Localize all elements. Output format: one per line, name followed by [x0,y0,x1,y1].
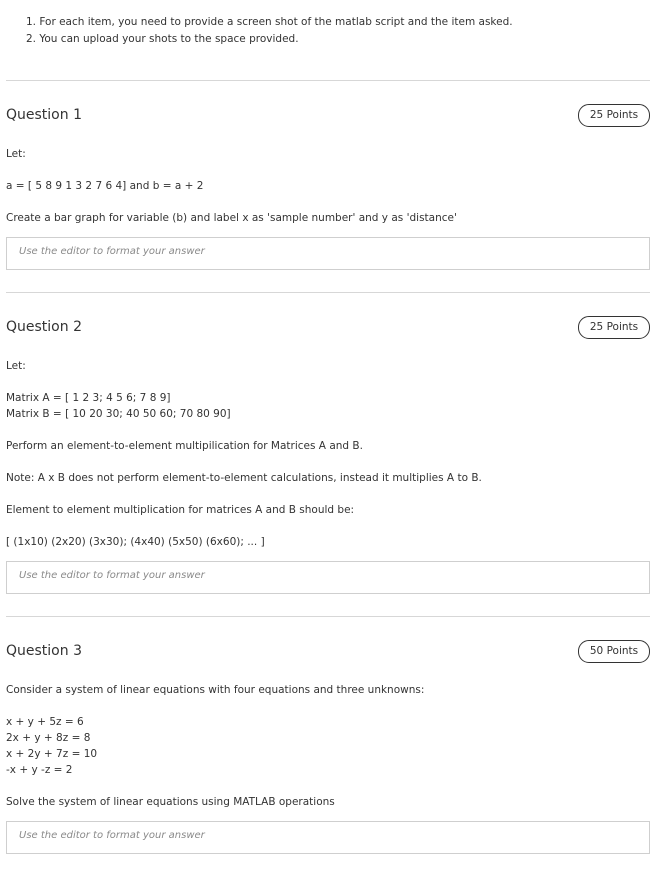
answer-placeholder: Use the editor to format your answer [19,830,205,841]
instruction-item: 2. You can upload your shots to the space provided. [26,33,299,45]
section-divider [6,80,650,81]
answer-editor[interactable] [6,237,650,270]
question-text: Matrix B = [ 10 20 30; 40 50 60; 70 80 90] [6,408,231,420]
answer-placeholder: Use the editor to format your answer [19,570,205,581]
question-text: Note: A x B does not perform element-to-element calculations, instead it multiplies A to B. [6,472,482,484]
section-divider [6,292,650,293]
question-text: Element to element multiplication for matrices A and B should be: [6,504,355,516]
question-title: Question 1 [6,107,82,123]
question-text: [ (1x10) (2x20) (3x30); (4x40) (5x50) (6x60); ... ] [6,536,265,548]
question-text: a = [ 5 8 9 1 3 2 7 6 4] and b = a + 2 [6,180,204,192]
question-text: Perform an element-to-element multipilication for Matrices A and B. [6,440,363,452]
question-text: Consider a system of linear equations with four equations and three unknowns: [6,684,425,696]
equation-line: 2x + y + 8z = 8 [6,732,91,744]
section-divider [6,616,650,617]
question-text: Matrix A = [ 1 2 3; 4 5 6; 7 8 9] [6,392,171,404]
equation-line: -x + y -z = 2 [6,764,73,776]
points-badge: 25 Points [578,104,650,127]
question-text: Solve the system of linear equations using MATLAB operations [6,796,335,808]
instruction-item: 1. For each item, you need to provide a screen shot of the matlab script and the item asked. [26,16,513,28]
equation-line: x + 2y + 7z = 10 [6,748,98,760]
points-badge: 25 Points [578,316,650,339]
answer-editor[interactable] [6,561,650,594]
question-text: Create a bar graph for variable (b) and label x as 'sample number' and y as 'distance' [6,212,457,224]
points-badge: 50 Points [578,640,650,663]
instructions-list [26,14,513,48]
answer-editor[interactable] [6,821,650,854]
question-text: Let: [6,148,26,160]
question-text: Let: [6,360,26,372]
question-title: Question 3 [6,643,82,659]
equation-line: x + y + 5z = 6 [6,716,84,728]
answer-placeholder: Use the editor to format your answer [19,246,205,257]
question-title: Question 2 [6,319,82,335]
